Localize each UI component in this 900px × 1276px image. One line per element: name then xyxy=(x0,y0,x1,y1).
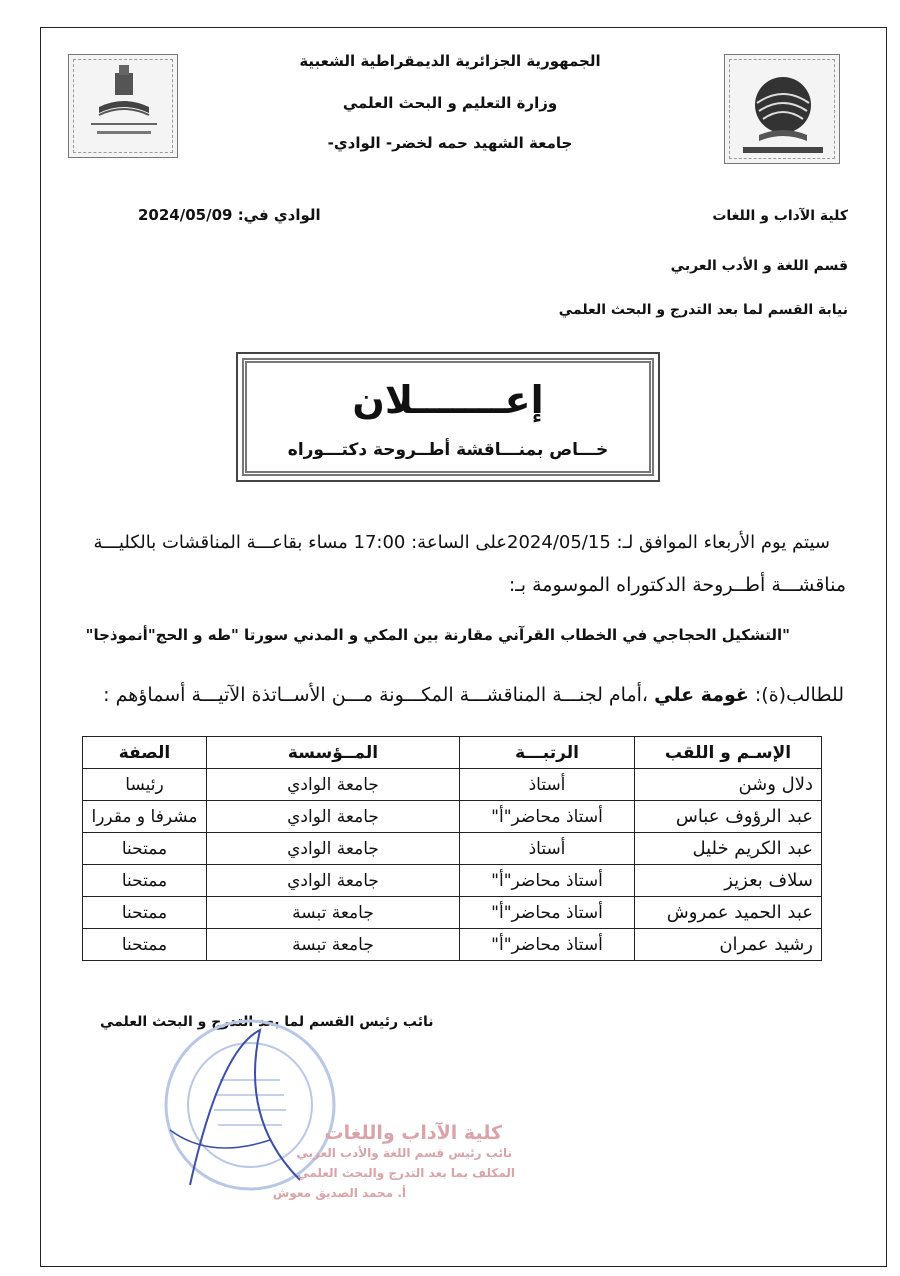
member-rank: أستاذ محاضر"أ" xyxy=(460,897,635,929)
col-header-role: الصفة xyxy=(83,737,207,769)
announcement-subtitle: خـــاص بمنـــاقشة أطــروحة دكتـــوراه xyxy=(287,440,609,460)
body-line-2: مناقشـــة أطــروحة الدكتوراه الموسومة بـ: xyxy=(508,574,846,596)
member-rank: أستاذ xyxy=(460,769,635,801)
jury-table xyxy=(82,736,822,961)
member-institution: جامعة الوادي xyxy=(207,865,460,897)
stamp-line-3: المكلف بما بعد التدرج والبحث العلمي xyxy=(297,1166,515,1180)
member-institution: جامعة الوادي xyxy=(207,833,460,865)
member-institution: جامعة تبسة xyxy=(207,929,460,961)
table-header-row xyxy=(83,737,822,769)
stamp-line-1: كلية الآداب واللغات xyxy=(324,1122,502,1144)
department-name: قسم اللغة و الأدب العربي xyxy=(670,258,848,274)
member-name: رشيد عمران xyxy=(635,929,822,961)
col-header-name: الإسـم و اللقب xyxy=(635,737,822,769)
member-name: عبد الكريم خليل xyxy=(635,833,822,865)
signatory-title: نائب رئيس القسم لما بعد التدرج و البحث العلمي xyxy=(100,1014,434,1030)
thesis-title: "التشكيل الحجاجي في الخطاب القرآني مقارنة بين المكي و المدني سورتا "طه و الحج"أنموذجا" xyxy=(85,626,790,644)
member-role: ممتحنا xyxy=(83,897,207,929)
faculty-name: كلية الآداب و اللغات xyxy=(712,208,848,224)
member-role: ممتحنا xyxy=(83,833,207,865)
office-name: نيابة القسم لما بعد التدرج و البحث العلمي xyxy=(558,302,848,318)
table-row xyxy=(83,833,822,865)
member-role: رئيسا xyxy=(83,769,207,801)
col-header-rank: الرتبـــة xyxy=(460,737,635,769)
col-header-institution: المــؤسسة xyxy=(207,737,460,769)
table-row xyxy=(83,769,822,801)
stamp-line-2: نائب رئيس قسم اللغة والأدب العربي xyxy=(296,1146,512,1160)
member-rank: أستاذ محاضر"أ" xyxy=(460,801,635,833)
body-line-1: سيتم يوم الأربعاء الموافق لـ: 2024/05/15على الساعة: 17:00 مساء بقاعـــة المناقشات بالكليـــة xyxy=(93,532,830,553)
announcement-box xyxy=(236,352,660,482)
member-rank: أستاذ محاضر"أ" xyxy=(460,929,635,961)
member-role: ممتحنا xyxy=(83,865,207,897)
member-institution: جامعة تبسة xyxy=(207,897,460,929)
member-name: سلاف بعزيز xyxy=(635,865,822,897)
member-name: عبد الحميد عمروش xyxy=(635,897,822,929)
university-name: جامعة الشهيد حمه لخضر- الوادي- xyxy=(327,134,573,152)
table-row xyxy=(83,865,822,897)
student-prefix: للطالب(ة): xyxy=(754,684,844,706)
student-suffix: ،أمام لجنـــة المناقشـــة المكـــونة مـــن الأســاتذة الآتيـــة أسماؤهم : xyxy=(103,684,649,706)
member-name: عبد الرؤوف عباس xyxy=(635,801,822,833)
member-rank: أستاذ xyxy=(460,833,635,865)
member-institution: جامعة الوادي xyxy=(207,769,460,801)
stamp-line-4: أ. محمد الصديق معوش xyxy=(272,1186,406,1200)
table-row xyxy=(83,929,822,961)
table-row xyxy=(83,897,822,929)
member-role: ممتحنا xyxy=(83,929,207,961)
country-name: الجمهورية الجزائرية الديمقراطية الشعبية xyxy=(299,52,601,70)
ministry-name: وزارة التعليم و البحث العلمي xyxy=(342,94,558,112)
date-value: 2024/05/09 xyxy=(138,206,233,224)
member-institution: جامعة الوادي xyxy=(207,801,460,833)
student-name: غومة علي xyxy=(654,684,749,706)
member-name: دلال وشن xyxy=(635,769,822,801)
member-role: مشرفا و مقررا xyxy=(83,801,207,833)
announcement-title: إعـــــــلان xyxy=(352,378,544,422)
student-line xyxy=(103,684,844,706)
member-rank: أستاذ محاضر"أ" xyxy=(460,865,635,897)
table-row xyxy=(83,801,822,833)
date-line xyxy=(138,206,321,224)
date-label: الوادي في: xyxy=(237,206,321,224)
